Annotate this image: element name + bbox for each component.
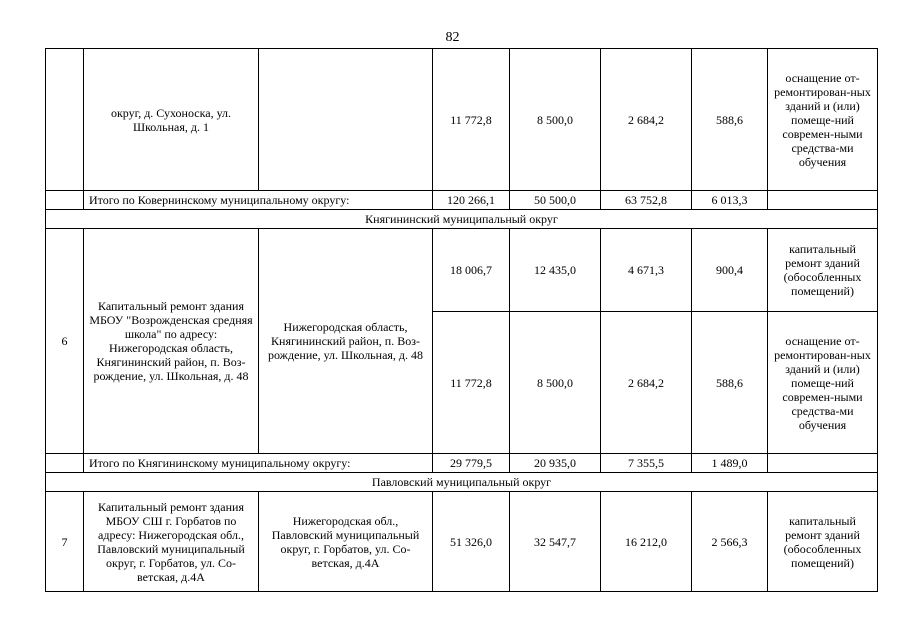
federal-cell: 20 935,0 — [510, 454, 601, 473]
table-row — [46, 492, 878, 592]
row-number-cell: 6 — [46, 229, 84, 454]
table-row — [46, 229, 878, 312]
page-number: 82 — [445, 30, 460, 45]
table-row-continued — [46, 49, 878, 191]
object-name-cell: Капитальный ремонт здания МБОУ "Возрожденская средняя школа" по адресу: Нижегородская область, Княгининский район, п. Воз-рождение, ул. Школьная, д. 48 — [84, 229, 259, 454]
regional-cell: 4 671,3 — [601, 229, 692, 312]
local-cell: 1 489,0 — [692, 454, 768, 473]
local-cell: 588,6 — [692, 312, 768, 454]
row-number-cell — [46, 454, 84, 473]
subtotal-row — [46, 454, 878, 473]
location-cell — [259, 49, 433, 191]
total-cell: 11 772,8 — [433, 49, 510, 191]
federal-cell: 50 500,0 — [510, 191, 601, 210]
purpose-cell: оснащение от-ремонтирован-ных зданий и (или) помеще-ний современ-ными средства-ми обучения — [768, 312, 878, 454]
section-header-row — [46, 210, 878, 229]
row-number-cell — [46, 49, 84, 191]
section-header-row — [46, 473, 878, 492]
object-name-cell: Капитальный ремонт здания МБОУ СШ г. Горбатов по адресу: Нижегородская обл., Павловский муниципальный округ, г. Горбатов, ул. Со-ветская, д.4А — [84, 492, 259, 592]
row-number-cell: 7 — [46, 492, 84, 592]
total-cell: 29 779,5 — [433, 454, 510, 473]
subtotal-row — [46, 191, 878, 210]
local-cell: 6 013,3 — [692, 191, 768, 210]
purpose-cell — [768, 454, 878, 473]
object-address-cell: округ, д. Сухоноска, ул. Школьная, д. 1 — [84, 49, 259, 191]
local-cell: 2 566,3 — [692, 492, 768, 592]
purpose-cell: капитальный ремонт зданий (обособленных помещений) — [768, 492, 878, 592]
federal-cell: 12 435,0 — [510, 229, 601, 312]
purpose-cell — [768, 191, 878, 210]
purpose-cell: оснащение от-ремонтирован-ных зданий и (или) помеще-ний современ-ными средства-ми обучения — [768, 49, 878, 191]
regional-cell: 2 684,2 — [601, 312, 692, 454]
location-cell: Нижегородская область, Княгининский район, п. Воз-рождение, ул. Школьная, д. 48 — [259, 229, 433, 454]
row-number-cell — [46, 191, 84, 210]
section-title: Павловский муниципальный округ — [46, 473, 878, 492]
regional-cell: 63 752,8 — [601, 191, 692, 210]
section-title: Княгининский муниципальный округ — [46, 210, 878, 229]
federal-cell: 8 500,0 — [510, 49, 601, 191]
subtotal-label: Итого по Княгининскому муниципальному округу: — [84, 454, 433, 473]
local-cell: 900,4 — [692, 229, 768, 312]
subtotal-label: Итого по Ковернинскому муниципальному округу: — [84, 191, 433, 210]
federal-cell: 8 500,0 — [510, 312, 601, 454]
regional-cell: 2 684,2 — [601, 49, 692, 191]
total-cell: 51 326,0 — [433, 492, 510, 592]
location-cell: Нижегородская обл., Павловский муниципальный округ, г. Горбатов, ул. Со-ветская, д.4А — [259, 492, 433, 592]
regional-cell: 7 355,5 — [601, 454, 692, 473]
total-cell: 120 266,1 — [433, 191, 510, 210]
regional-cell: 16 212,0 — [601, 492, 692, 592]
total-cell: 11 772,8 — [433, 312, 510, 454]
local-cell: 588,6 — [692, 49, 768, 191]
total-cell: 18 006,7 — [433, 229, 510, 312]
purpose-cell: капитальный ремонт зданий (обособленных помещений) — [768, 229, 878, 312]
federal-cell: 32 547,7 — [510, 492, 601, 592]
funding-table — [45, 48, 878, 592]
